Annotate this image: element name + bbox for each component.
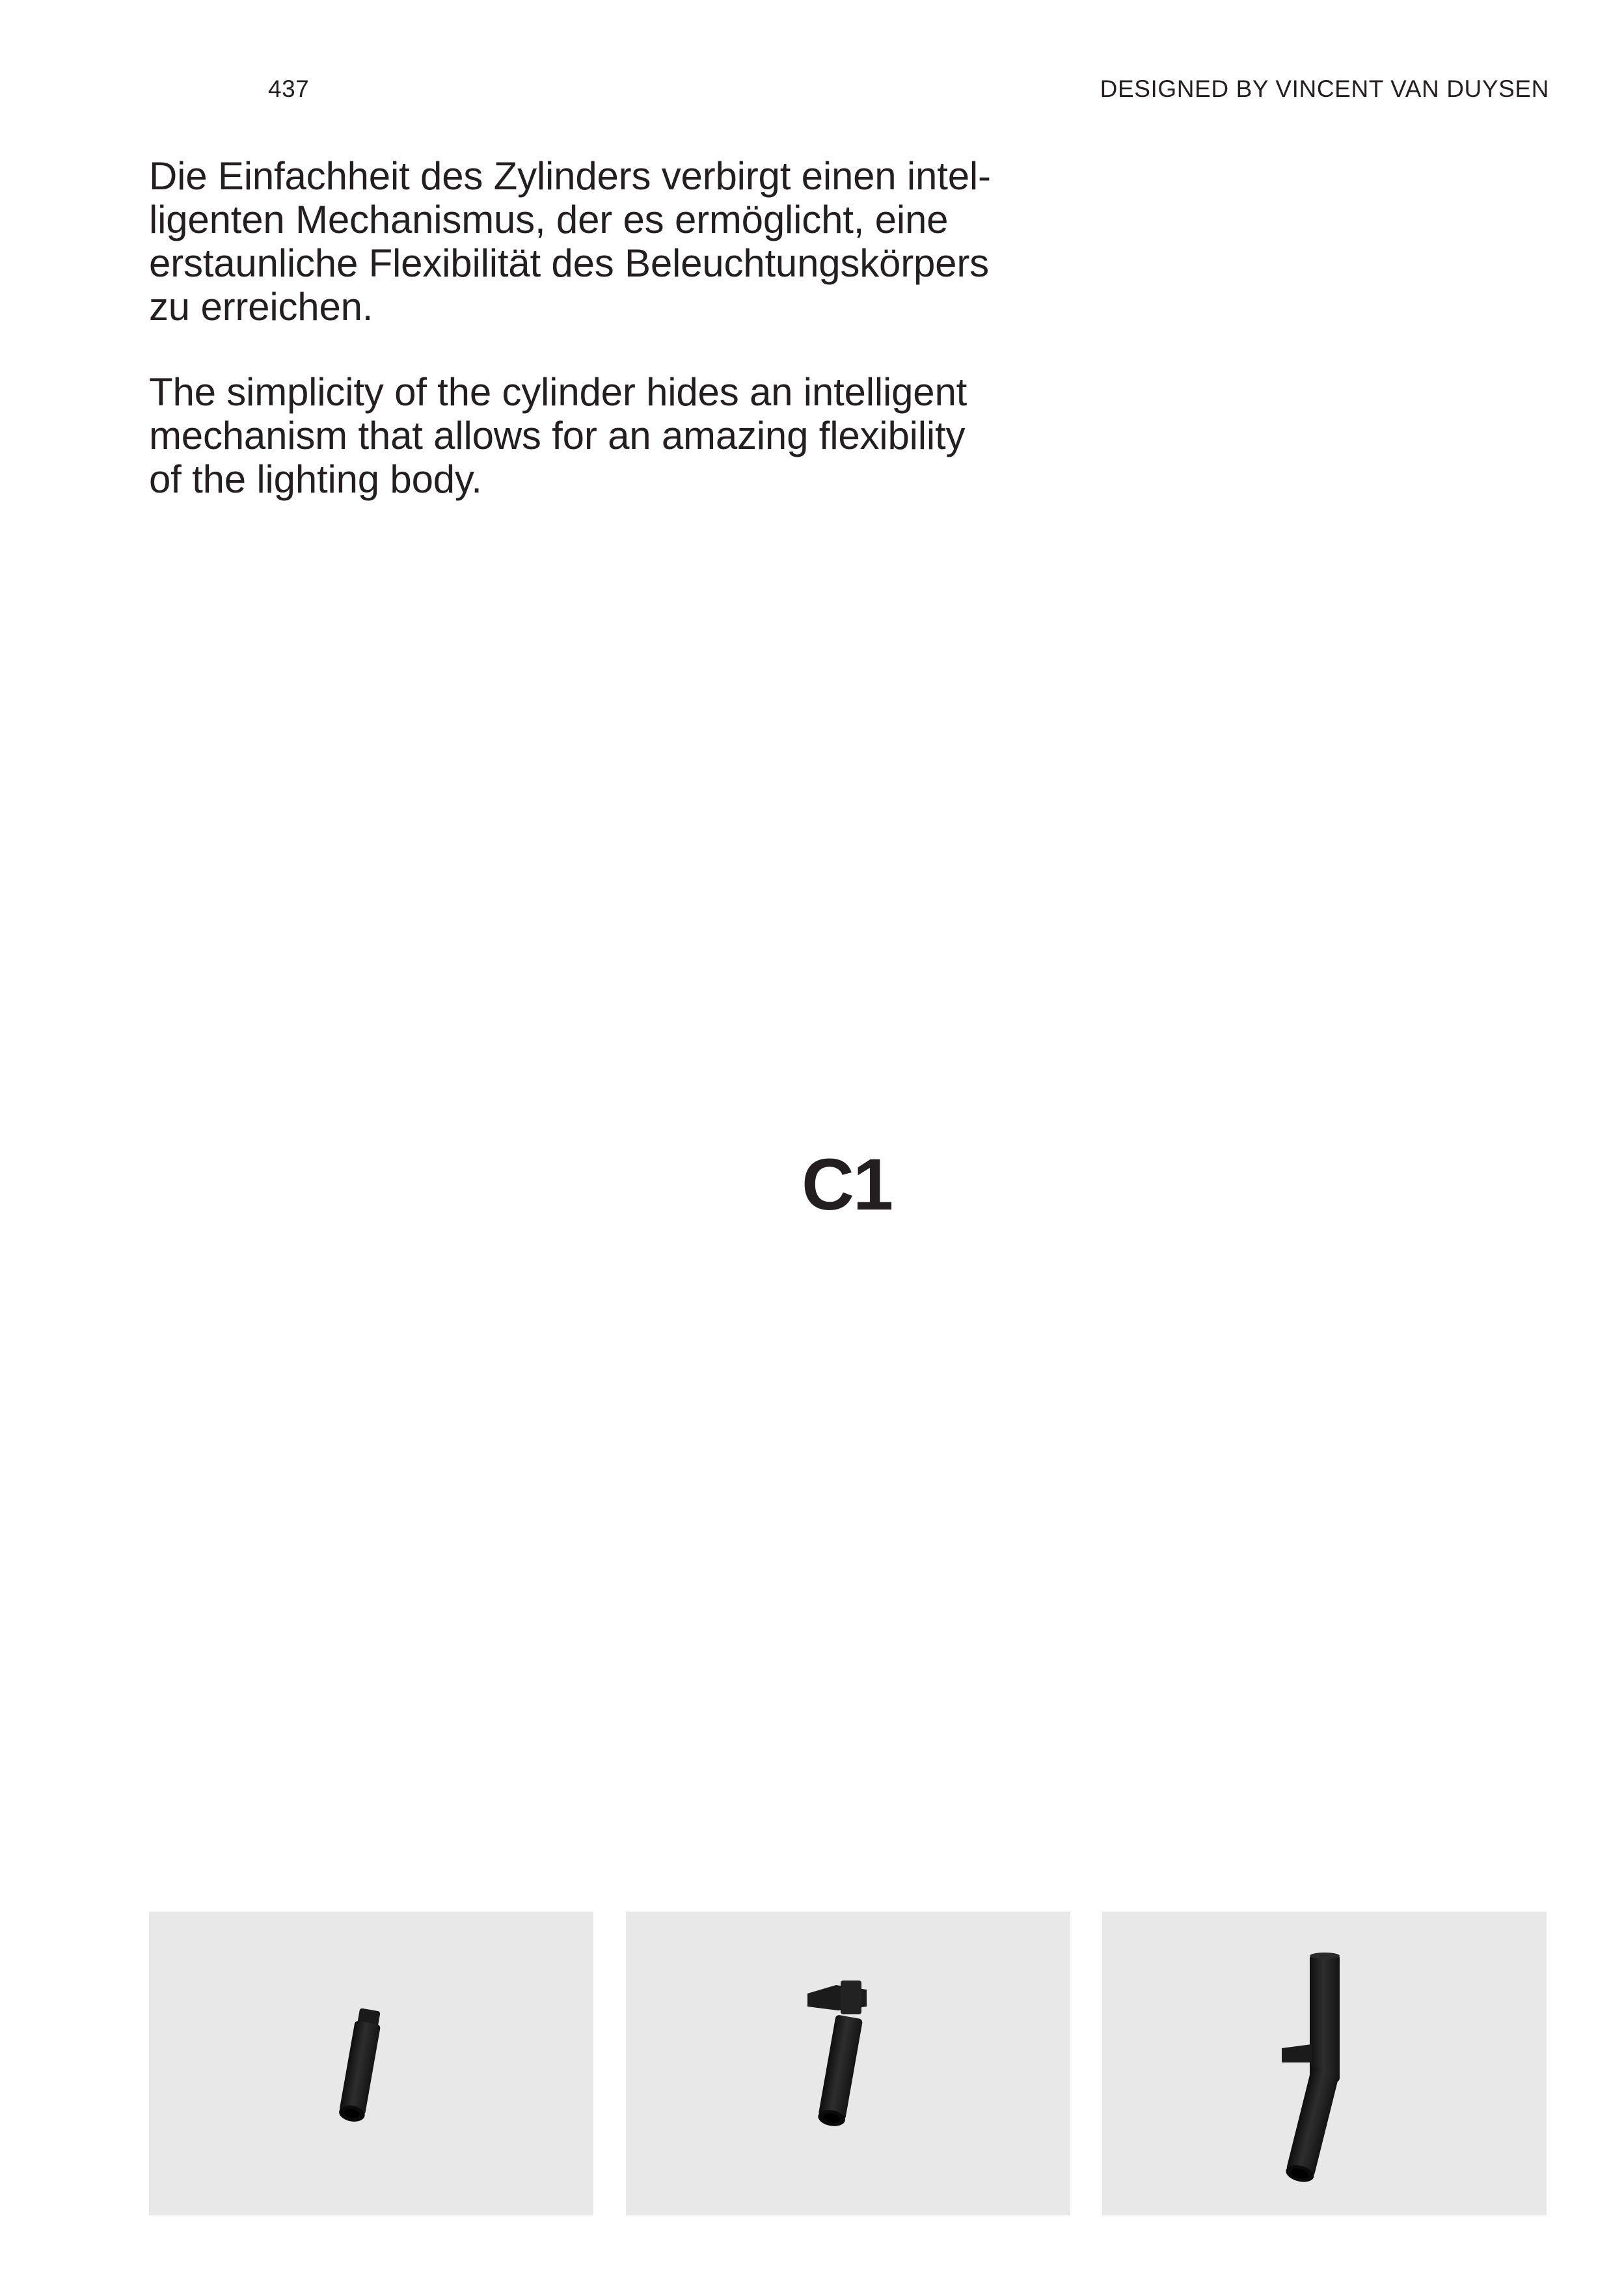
english-line: The simplicity of the cylinder hides an intelligent bbox=[149, 370, 968, 414]
english-line: mechanism that allows for an amazing flexibility bbox=[149, 414, 966, 457]
english-paragraph bbox=[149, 370, 1073, 501]
english-line: of the lighting body. bbox=[149, 457, 482, 501]
designer-credit: DESIGNED BY VINCENT VAN DUYSEN bbox=[1100, 75, 1549, 102]
german-line: erstaunliche Flexibilität des Beleuchtungskörpers bbox=[149, 241, 989, 285]
cylinder-spotlight-bracket-icon bbox=[626, 1912, 1070, 2215]
model-name: C1 bbox=[802, 1144, 893, 1225]
german-line: zu erreichen. bbox=[149, 285, 373, 329]
german-line: ligenten Mechanismus, der es ermöglicht, eine bbox=[149, 198, 949, 241]
intro-text bbox=[149, 154, 1073, 543]
product-tile-bracket bbox=[626, 1912, 1070, 2215]
cylinder-spotlight-pendant-icon bbox=[1102, 1912, 1547, 2215]
product-tile-pendant bbox=[1102, 1912, 1547, 2215]
cylinder-spotlight-icon bbox=[149, 1912, 593, 2215]
page-number: 437 bbox=[268, 75, 310, 102]
german-line: Die Einfachheit des Zylinders verbirgt einen intel- bbox=[149, 154, 991, 198]
product-tile-surface bbox=[149, 1912, 593, 2215]
german-paragraph bbox=[149, 154, 1073, 329]
